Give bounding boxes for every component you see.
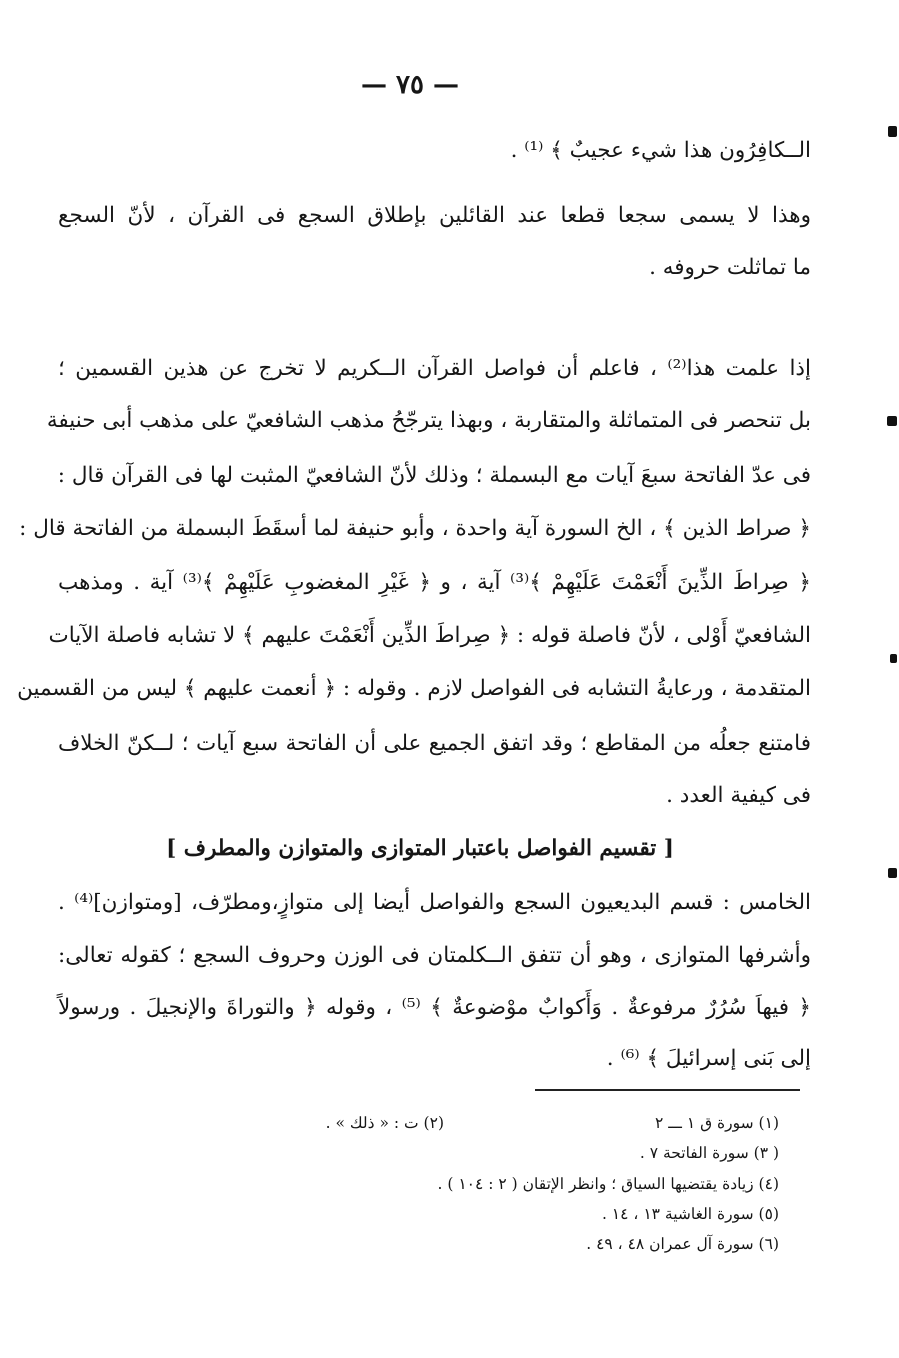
footnote-4: (٤) زيادة يقتضيها السياق ؛ وانظر الإتقان ( ٢ : ١٠٤ ) . <box>437 1175 779 1193</box>
footnote-3: ( ٣) سورة الفاتحة ٧ . <box>639 1144 779 1162</box>
page-number: — ٧٥ — <box>360 70 460 100</box>
text-line-15: ﴿ فيهاَ سُرُرٌ مرفوعةٌ . وَأَكوابٌ موْضوعةٌ ﴾ ⁽⁵⁾ ، وقوله ﴿ والتوراةَ والإنجيلَ . ورسولاً <box>58 995 811 1020</box>
text-line-2: وهذا لا يسمى سجعا قطعا عند القائلين بإطلاق السجع فى القرآن ، لأنّ السجع <box>58 203 811 228</box>
scan-edge-mark <box>888 868 897 878</box>
footnote-6: (٦) سورة آل عمران ٤٨ ، ٤٩ . <box>586 1235 779 1253</box>
scan-edge-mark <box>890 654 897 663</box>
text-line-14: وأشرفها المتوازى ، وهو أن تتفق الــكلمتان فى الوزن وحروف السجع ؛ كقوله تعالى: <box>58 943 811 968</box>
section-heading: [ تقسيم الفواصل باعتبار المتوازى والمتوازن والمطرف ] <box>166 836 674 861</box>
scan-edge-mark <box>888 126 897 137</box>
text-line-3: ما تماثلت حروفه . <box>649 255 811 280</box>
scan-edge-mark <box>887 416 897 426</box>
text-line-16: إلى بَنى إسرائيلَ ﴾ ⁽⁶⁾ . <box>606 1046 811 1071</box>
text-line-4: إذا علمت هذا⁽²⁾ ، فاعلم أن فواصل القرآن الــكريم لا تخرج عن هذين القسمين ؛ <box>58 356 811 381</box>
text-line-6: فى عدّ الفاتحة سبعَ آيات مع البسملة ؛ وذلك لأنّ الشافعيّ المثبت لها فى القرآن قال : <box>57 463 811 488</box>
text-line-12: فى كيفية العدد . <box>666 783 811 808</box>
text-line-5: بل تنحصر فى المتماثلة والمتقاربة ، وبهذا يترجّحُ مذهب الشافعيّ على مذهب أبى حنيفة <box>46 408 811 433</box>
footnote-2: (٢) ت : « ذلك » . <box>325 1114 444 1132</box>
footnote-5: (٥) سورة الغاشية ١٣ ، ١٤ . <box>601 1205 779 1223</box>
text-line-7: ﴿ صراط الذين ﴾ ، الخ السورة آية واحدة ، وأبو حنيفة لما أسقَطَ البسملة من الفاتحة قال : <box>19 516 811 541</box>
text-line-9: الشافعيّ أَوْلى ، لأنّ فاصلة قوله : ﴿ صِراطَ الذِّين أَنْعَمْتَ عليهم ﴾ لا تشابه فاصلة الآيات <box>48 623 811 648</box>
text-line-11: فامتنع جعلُه من المقاطع ؛ وقد اتفق الجميع على أن الفاتحة سبع آيات ؛ لــكنّ الخلاف <box>58 731 811 756</box>
text-line-1: الــكافِرُون هذا شيء عجيبٌ ﴾ ⁽¹⁾ . <box>510 138 811 163</box>
footnote-1: (١) سورة ق ١ ـــ ٢ <box>655 1114 779 1132</box>
text-line-10: المتقدمة ، ورعايةُ التشابه فى الفواصل لازم . وقوله : ﴿ أنعمت عليهم ﴾ ليس من القسمين <box>17 676 811 701</box>
text-line-8: ﴿ صِراطَ الذِّينَ أَنْعَمْتَ عَلَيْهِمْ ﴾⁽³⁾ آية ، و ﴿ غَيْرِ المغضوبِ عَلَيْهِمْ ﴾⁽³⁾ آية . ومذهب <box>58 570 811 595</box>
text-line-13: الخامس : قسم البديعيون السجع والفواصل أيضا إلى متوازٍ،ومطرّف، [ومتوازن]⁽⁴⁾ . <box>58 890 811 915</box>
footnote-separator <box>535 1089 800 1091</box>
